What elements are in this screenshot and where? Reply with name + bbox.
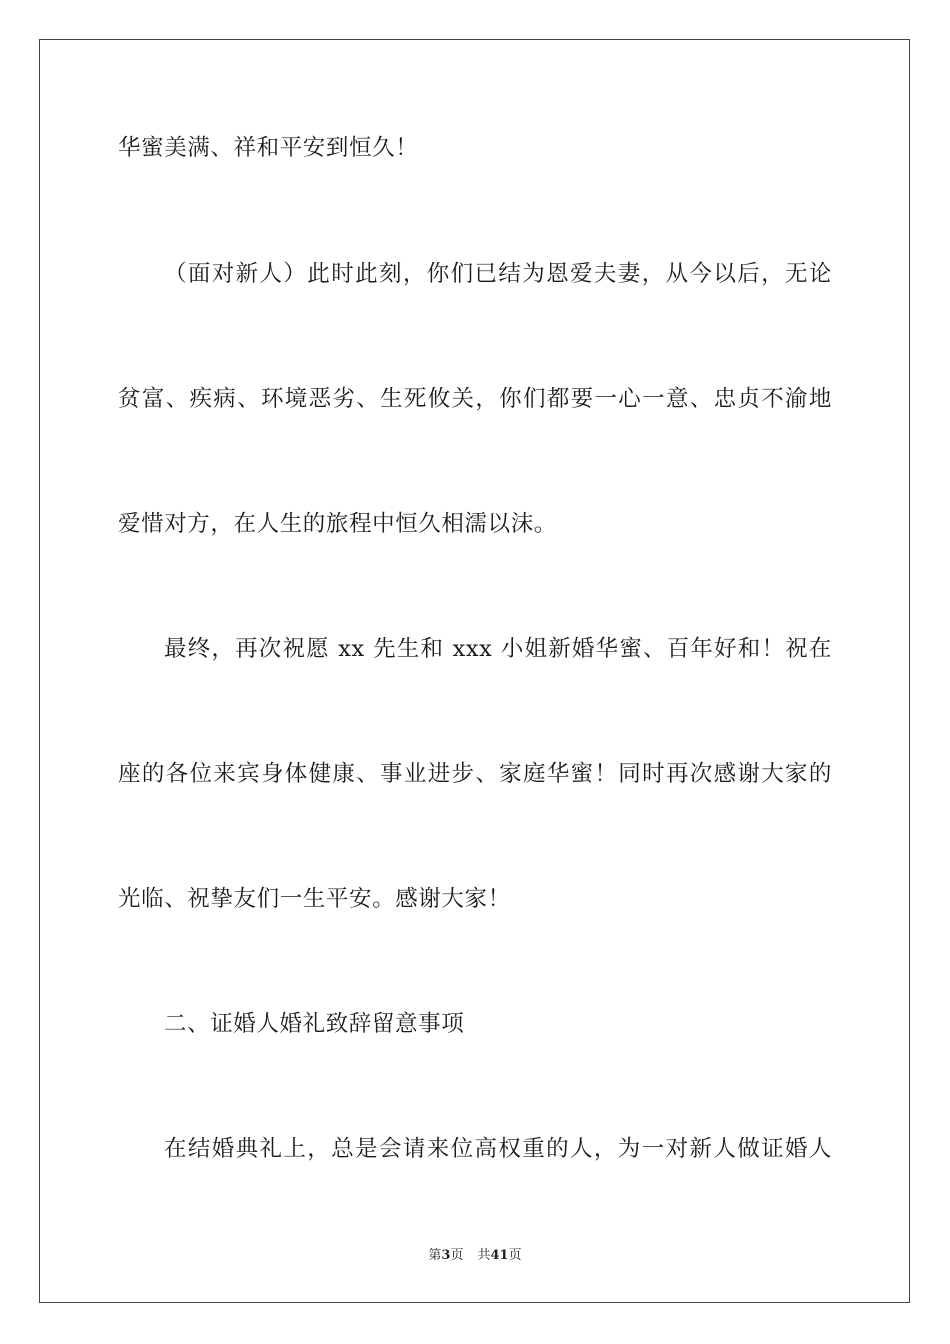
- paragraph-1-line-1: （面对新人）此时此刻，你们已结为恩爱夫妻，从今以后，无论: [164, 261, 832, 287]
- total-suffix: 页: [508, 1248, 522, 1263]
- page-border: [39, 39, 910, 1303]
- total-prefix: 共: [477, 1248, 491, 1263]
- text-line-1: 华蜜美满、祥和平安到恒久！: [118, 135, 419, 161]
- page-number: 3: [441, 1248, 451, 1263]
- page-suffix: 页: [450, 1248, 464, 1263]
- paragraph-2-line-2: 座的各位来宾身体健康、事业进步、家庭华蜜！同时再次感谢大家的: [118, 761, 832, 787]
- section-heading: 二、证婚人婚礼致辞留意事项: [164, 1011, 465, 1037]
- paragraph-1-line-2: 贫富、疾病、环境恶劣、生死攸关，你们都要一心一意、忠贞不渝地: [118, 386, 832, 412]
- total-pages: 41: [490, 1248, 509, 1263]
- paragraph-2-line-3: 光临、祝挚友们一生平安。感谢大家！: [118, 886, 511, 912]
- page-footer: [0, 1247, 950, 1265]
- page-prefix: 第: [428, 1248, 442, 1263]
- paragraph-2-line-1: 最终，再次祝愿 xx 先生和 xxx 小姐新婚华蜜、百年好和！祝在: [164, 636, 832, 662]
- paragraph-1-line-3: 爱惜对方，在人生的旅程中恒久相濡以沫。: [118, 511, 557, 537]
- paragraph-3-line-1: 在结婚典礼上，总是会请来位高权重的人，为一对新人做证婚人: [164, 1136, 832, 1162]
